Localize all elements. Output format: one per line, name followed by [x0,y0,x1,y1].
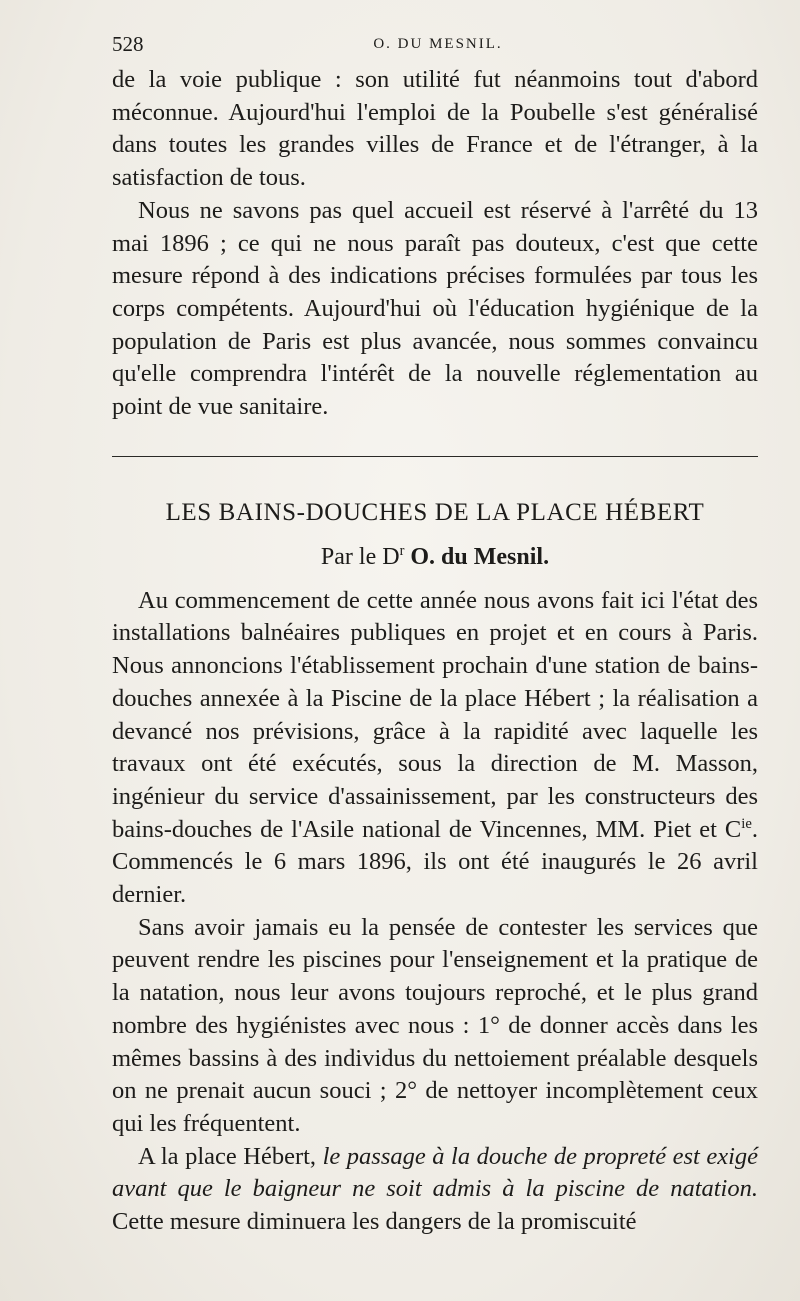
article-paragraph-3 [112,1141,758,1239]
continuation-paragraph-1: de la voie publique : son utilité fut néanmoins tout d'abord méconnue. Aujourd'hui l'emploi de la Poubelle s'est généralisé dans toutes les grandes villes de France et de l'étranger, à la satisfaction de tous. [112,66,758,192]
byline-author: O. du Mesnil. [410,543,550,570]
article-paragraph-3-text-a: A la place Hébert, [138,1142,323,1170]
byline-superscript: r [399,542,405,559]
continuation-paragraph-2: Nous ne savons pas quel accueil est réservé à l'arrêté du 13 mai 1896 ; ce qui ne nous paraît pas douteux, c'est que cette mesure répond à des indications précises formulées par tous les corps compétents. Aujourd'hui où l'éducation hygiénique de la population de Paris est plus avancée, nous sommes convaincu qu'elle comprendra l'intérêt de la nouvelle réglementation au point de vue sanitaire. [112,196,758,421]
section-divider [112,456,758,457]
article-body [112,585,758,1239]
article-paragraph-2: Sans avoir jamais eu la pensée de contester les services que peuvent rendre les piscines pour l'enseignement et la pratique de la natation, nous leur avons toujours reproché, et le plus grand nombre des hygiénistes avec nous : 1° de donner accès dans les mêmes bassins à des individus du nettoiement préalable desquels on ne prenait aucun souci ; 2° de nettoyer incomplètement ceux qui les fréquentent. [112,913,758,1137]
byline-prefix: Par le D [320,543,400,570]
running-title: O. DU MESNIL. [373,36,503,52]
article-paragraph-3-italic: le passage à la douche de propreté est exigé avant que le baigneur ne soit admis à la piscine de natation. [112,1142,758,1203]
byline [112,541,758,573]
article-paragraph-1 [112,585,758,912]
page-number: 528 [112,32,144,56]
article-paragraph-1-text-b: . Commencés le 6 mars 1896, ils ont été inaugurés le 26 avril dernier. [112,815,758,909]
article-paragraph-3-text-b: Cette mesure diminuera les dangers de la promiscuité [112,1208,637,1236]
article-paragraph-1-text-a: Au commencement de cette année nous avons fait ici l'état des installations balnéaires publiques en projet et en cours à Paris. Nous annoncions l'établissement prochain d'une station de bains-douches annexée à la Piscine de la place Hébert ; la réalisation a devancé nos prévisions, grâce à la rapidité avec laquelle les travaux ont été exécutés, sous la direction de M. Masson, ingénieur du service d'assainissement, par les constructeurs des bains-douches de l'Asile national de Vincennes, MM. Piet et C [112,586,758,843]
continuation-text [112,64,758,424]
article-title: LES BAINS-DOUCHES DE LA PLACE HÉBERT [165,498,705,526]
article-paragraph-1-superscript: ie [741,815,752,832]
running-head [112,30,764,64]
